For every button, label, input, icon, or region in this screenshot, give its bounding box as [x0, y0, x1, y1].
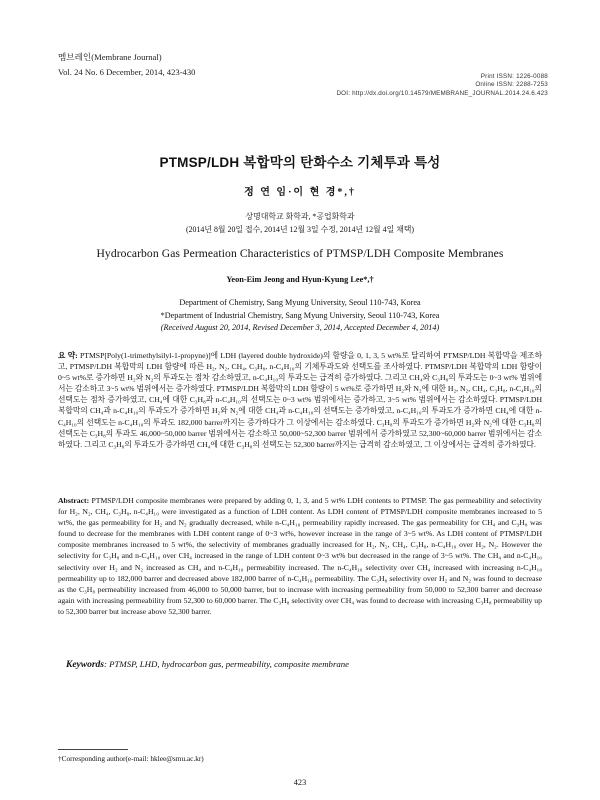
- corresponding-author-footnote: †Corresponding author(e-mail: hklee@smu.ac.kr): [58, 754, 204, 763]
- korean-abstract-text: PTMSP[Poly(1-trimethylsilyl-1-propyne)]에 LDH (layered double hydroxide)의 함량을 0, 1, 3, 5 wt%로 달리하여 PTMSP/LDH 복합막을 제조하고, PTMSP/LDH 복합막의 LDH 함량에 따른 H₂, N₂, CH₄, C₃H₈, n-C₄H₁₀의 기체투과도와 선택도를 조사하였다. PTMSP/LDH 복합막의 LDH 함량이 0~5 wt%로 증가하면 H₂와 N₂의 투과도는 점차 감소하였고, n-C₄H₁₀의 투과도는 급격히 증가하였다. 그리고 CH₄와 C₃H₈의 투과도는 0~3 wt% 범위에서는 감소하고 3~5 wt% 범위에서는 증가하였다. PTMSP/LDH 복합막의 LDH 함량이 5 wt%로 증가하면 H₂와 N₂에 대한 H₂, N₂, CH₄, C₃H₈, n-C₄H₁₀의 선택도는 점차 증가하였고, CH₄에 대한 C₃H₈과 n-C₄H₁₀의 선택도는 0~3 wt% 범위에서는 증가하고, 3~5 wt% 범위에서는 감소하였다. PTMSP/LDH 복합막의 CH₄과 n-C₄H₁₀의 투과도가 증가하면 H₂와 N₂에 대한 CH₄과 n-C₄H₁₀의 선택도는 증가하였고, n-C₄H₁₀의 투과도가 증가하면 CH₄에 대한 n-C₄H₁₀의 선택도는 n-C₄H₁₀의 투과도 182,000 barrer까지는 증가하다가 그 이상에서는 감소하였다. C₃H₈의 투과도가 증가하면 H₂와 N₂에 대한 C₃H₈의 선택도는 C₃H₈의 투과도 46,000~50,000 barrer 범위에서는 감소하고 50,000~52,300 barrer 범위에서 증가하였고 52,300~60,000 barrer 범위에서는 감소하였다. 그리고 C₃H₈의 투과도가 증가하면 CH₄에 대한 C₃H₈의 선택도는 52,300 barrer까지는 급격히 감소하였고, 그 이상에서는 급격히 증가하였다.: [58, 351, 542, 449]
- page-number: 423: [293, 778, 307, 787]
- korean-authors: 정 연 임·이 현 경*,†: [244, 187, 356, 198]
- keywords-text: : PTMSP, LHD, hydrocarbon gas, permeability, composite membrane: [104, 659, 350, 669]
- korean-abstract-heading: 요 약:: [58, 351, 78, 360]
- korean-dates: (2014년 8월 20일 접수, 2014년 12월 3일 수정, 2014년 12월 4일 채택): [185, 225, 415, 234]
- english-abstract-heading: Abstract:: [58, 496, 90, 505]
- korean-abstract: [58, 350, 542, 450]
- footnote-divider: [58, 749, 128, 750]
- english-authors: Yeon-Eim Jeong and Hyun-Kyung Lee*,†: [226, 275, 374, 284]
- affiliation-1: Department of Chemistry, Sang Myung University, Seoul 110-743, Korea: [179, 298, 421, 307]
- online-issn: Online ISSN: 2288-7253: [475, 81, 548, 89]
- korean-affiliation: 상명대학교 화학과, *공업화학과: [245, 212, 355, 221]
- journal-issue: Vol. 24 No. 6 December, 2014, 423-430: [58, 66, 196, 77]
- korean-title: PTMSP/LDH 복합막의 탄화수소 기체투과 특성: [159, 155, 441, 170]
- journal-name: 멤브레인(Membrane Journal): [58, 52, 162, 62]
- issn-block: [336, 73, 548, 98]
- english-abstract: [58, 495, 542, 617]
- keywords: [66, 659, 349, 670]
- affiliation-2: *Department of Industrial Chemistry, Sang Myung University, Seoul 110-743, Korea: [160, 310, 440, 320]
- english-abstract-text: PTMSP/LDH composite membranes were prepared by adding 0, 1, 3, and 5 wt% LDH contents to PTMSP. The gas permeability and selectivity for H₂, N₂, CH₄, C₃H₈, n-C₄H₁₀ were investigated as a function of LDH content. As LDH content of PTMSP/LDH composite membranes increased to 5 wt%, the gas permeability for H₂ and N₂ gradually decreased, while n-C₄H₁₀ permeability rapidly increased. The gas permeability for CH₄ and C₃H₈ was found to decrease for the membranes with LDH content range of 0~3 wt%, however increase in the range of 3~5 wt%. As LDH content of PTMSP/LDH composite membranes increased to 5 wt%, the selectivity of membranes gradually increased for H₂, N₂, CH₄, C₃H₈, n-C₄H₁₀ over H₂, N₂. However the selectivity for C₃H₈ and n-C₄H₁₀ over CH₄ increased in the range of LDH content 0~3 wt% but decreased in the range of 3~5 wt%. The CH₄ and n-C₄H₁₀ selectivity over H₂ and N₂ increased as CH₄ and n-C₄H₁₀ permeability increased. The n-C₄H₁₀ selectivity over CH₄ increased with increasing n-C₄H₁₀ permeability up to 182,000 barrer and decreased above 182,000 barrer of n-C₄H₁₀ permeability. The C₃H₈ selectivity over H₂ and N₂ was found to decrease as the C₃H₈ permeability increased from 46,000 to 50,000 barrer, but to increase with increasing permeability from 50,000 to 52,300 barrer and decrease again with increasing permeability from 52,300 to 60,000 barrer. The C₃H₈ selectivity over CH₄ was found to decrease with increasing C₃H₈ permeability up to 52,300 barrer but increase above 52,300 barrer.: [58, 496, 542, 616]
- journal-header: [58, 50, 195, 79]
- english-title: Hydrocarbon Gas Permeation Characteristics of PTMSP/LDH Composite Membranes: [96, 247, 504, 260]
- doi-link[interactable]: DOI: http://dx.doi.org/10.14579/MEMBRANE_JOURNAL.2014.24.6.423: [336, 89, 548, 97]
- received-dates: (Received August 20, 2014, Revised December 3, 2014, Accepted December 4, 2014): [160, 323, 440, 332]
- keywords-heading: Keywords: [66, 660, 104, 670]
- print-issn: Print ISSN: 1226-0088: [480, 73, 548, 80]
- english-affiliations: [0, 297, 600, 335]
